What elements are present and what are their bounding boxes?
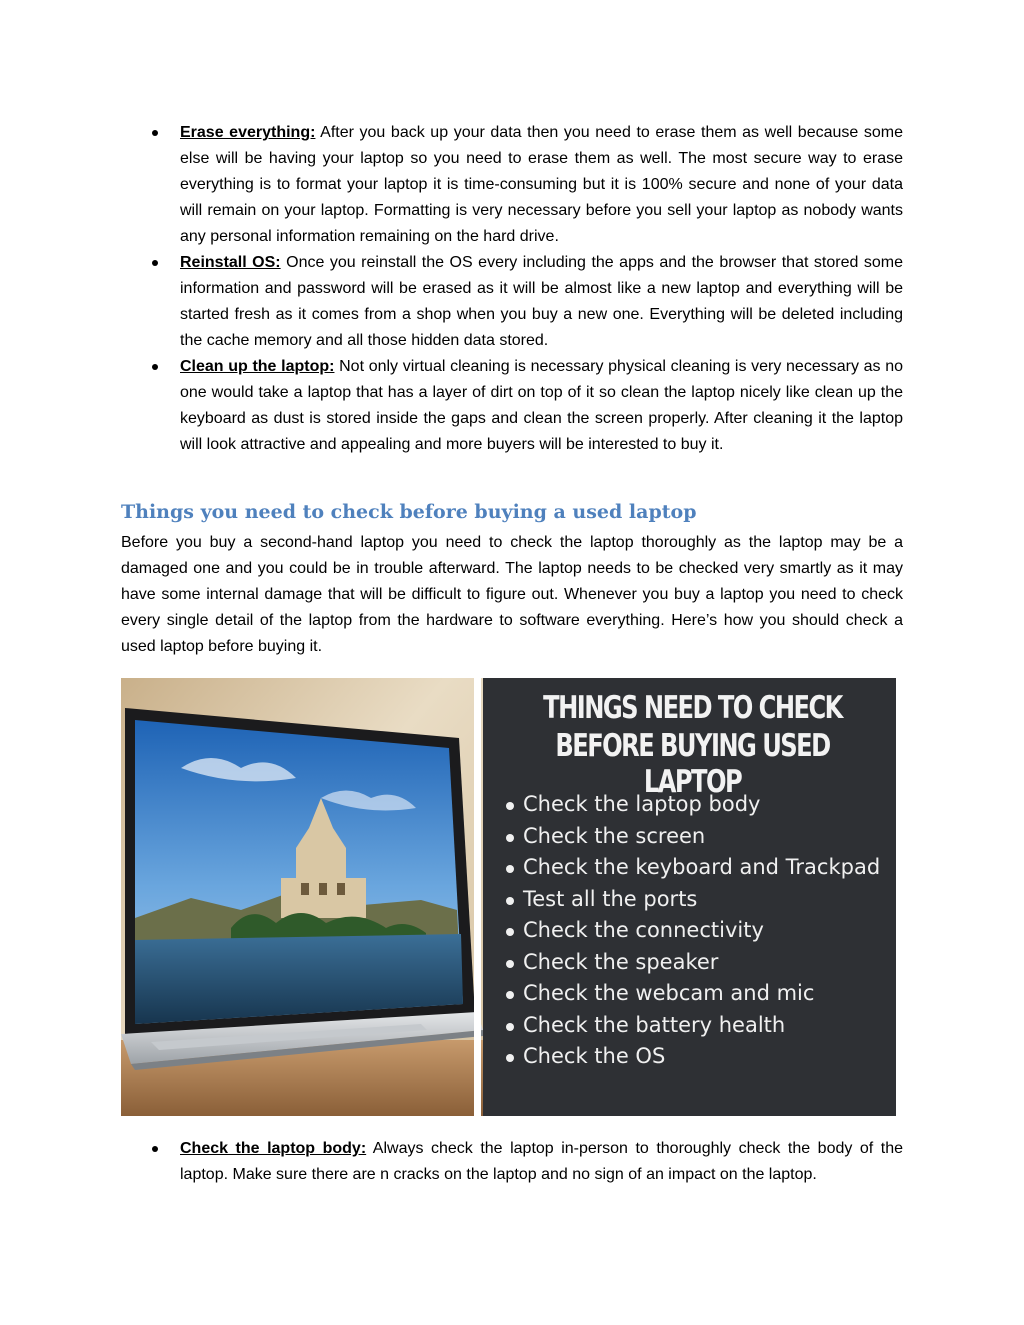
checklist-infographic bbox=[121, 678, 903, 1116]
preparation-bullet-list bbox=[121, 120, 903, 458]
checklist-item: Check the speaker bbox=[506, 947, 880, 979]
list-item-text: Once you reinstall the OS every including the apps and the browser that stored some information and password will be erased as it will be almost like a new laptop and everything will be started fresh as it comes from a shop when you buy a new one. Everything will be deleted including the cache memory and all those hidden data stored. bbox=[180, 254, 904, 349]
list-item bbox=[121, 250, 903, 354]
infographic-title-line-2: BEFORE BUYING USED LAPTOP bbox=[555, 728, 830, 800]
infographic-title-line-1: THINGS NEED TO CHECK bbox=[543, 690, 842, 726]
checklist-item: Check the keyboard and Trackpad bbox=[506, 852, 880, 884]
list-item-term: Reinstall OS: bbox=[180, 254, 281, 271]
section-heading: Things you need to check before buying a used laptop bbox=[121, 501, 697, 523]
intro-paragraph: Before you buy a second-hand laptop you need to check the laptop thoroughly as the laptop may be a damaged one and you could be in trouble afterward. The laptop needs to be checked very smartly as it may have some internal damage that will be difficult to figure out. Whenever you buy a laptop you need to check every single detail of the laptop from the hardware to software everything. Here’s how you should check a used laptop before buying it. bbox=[121, 534, 903, 655]
fortress-window bbox=[319, 883, 327, 895]
checklist-item: Check the connectivity bbox=[506, 915, 880, 947]
checks-bullet-list bbox=[121, 1136, 903, 1188]
list-item-term: Erase everything: bbox=[180, 124, 316, 141]
fortress-window bbox=[337, 883, 345, 895]
checklist-item: Check the OS bbox=[506, 1041, 880, 1073]
list-item bbox=[121, 120, 903, 250]
divider bbox=[474, 678, 481, 1116]
divider bbox=[896, 678, 903, 1116]
list-item-term: Clean up the laptop: bbox=[180, 358, 335, 375]
list-item-text: After you back up your data then you need to erase them as well because some else will be having your laptop so you need to erase them as well. The most secure way to erase everything is to format your laptop it is time-consuming but it is 100% secure and none of your data will remain on your laptop. Formatting is very necessary before you sell your laptop as nobody wants any personal information remaining on the hard drive. bbox=[180, 124, 904, 245]
checklist-item: Check the battery health bbox=[506, 1010, 880, 1042]
checklist-item: Test all the ports bbox=[506, 884, 880, 916]
list-item bbox=[121, 1136, 903, 1188]
list-item-text: Always check the laptop in-person to thoroughly check the body of the laptop. Make sure there are n cracks on the laptop and no sign of an impact on the laptop. bbox=[180, 1140, 904, 1183]
list-item bbox=[121, 354, 903, 458]
fortress-window bbox=[301, 883, 309, 895]
laptop-illustration bbox=[121, 678, 483, 1116]
infographic-checklist bbox=[506, 789, 880, 1073]
list-item-term: Check the laptop body: bbox=[180, 1140, 367, 1157]
checklist-item: Check the webcam and mic bbox=[506, 978, 880, 1010]
checklist-item: Check the screen bbox=[506, 821, 880, 853]
checklist-item: Check the laptop body bbox=[506, 789, 880, 821]
list-item-text: Not only virtual cleaning is necessary physical cleaning is very necessary as no one would take a laptop that has a layer of dirt on top of it so clean the laptop nicely like clean up the keyboard as dust is stored inside the gaps and clean the screen properly. After cleaning it the laptop will look attractive and appealing and more buyers will be interested to buy it. bbox=[180, 358, 903, 453]
